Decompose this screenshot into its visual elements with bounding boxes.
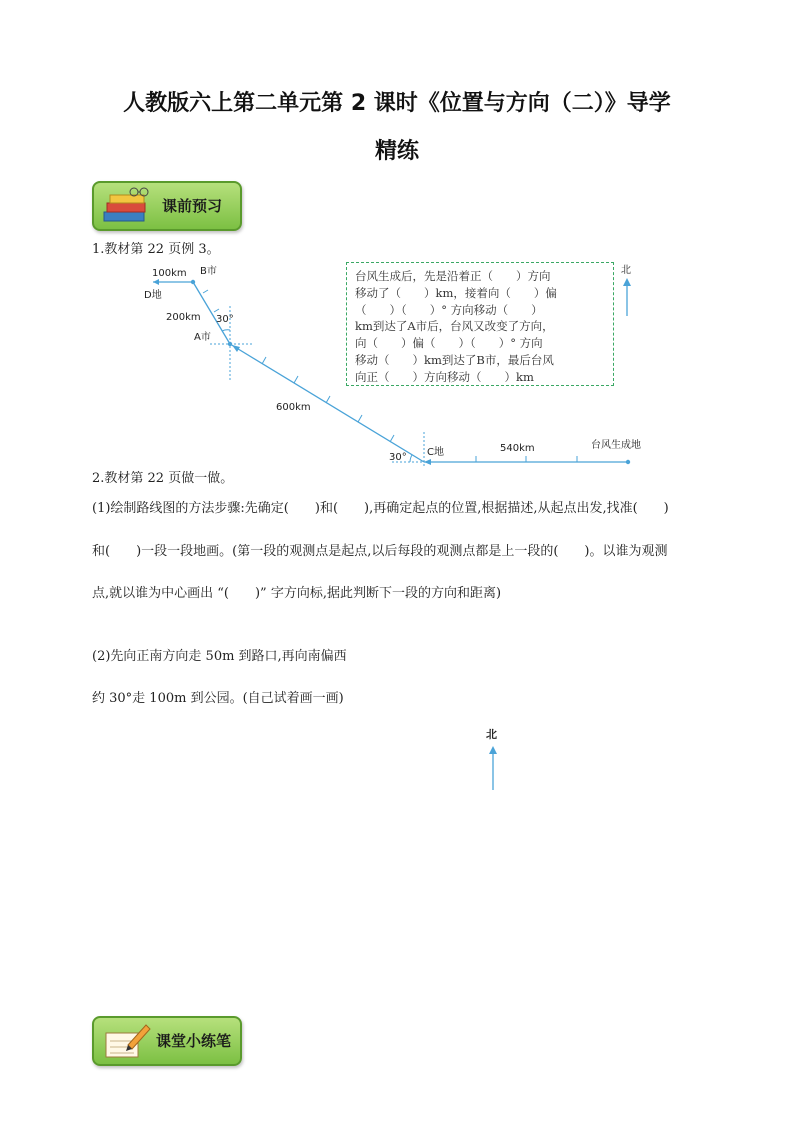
route-figure [0, 0, 794, 480]
angle-arc-a [222, 330, 230, 331]
label-north-2: 北 [486, 728, 497, 741]
arrow-to-c [424, 459, 431, 465]
q2-p2-line2: 约 30°走 100m 到公园。(自己试着画一画) [92, 691, 344, 706]
arrow-to-d [153, 279, 159, 285]
box-line: （ ）（ ）° 方向移动（ ） [355, 302, 543, 317]
label-d-place: D地 [144, 290, 162, 301]
fill-in-text [355, 268, 611, 386]
tick-ab [214, 309, 219, 312]
box-line: 移动了（ ）km，接着向（ ）偏 [355, 285, 557, 300]
preview-banner-label: 课前预习 [162, 197, 223, 215]
point-origin [626, 460, 630, 464]
box-line: 台风生成后，先是沿着正（ ）方向 [355, 269, 551, 283]
practice-banner-label: 课堂小练笔 [156, 1032, 232, 1050]
page-title-line2: 精练 [374, 139, 419, 164]
label-100km: 100km [152, 268, 187, 279]
arrow-to-a [232, 345, 240, 352]
label-typhoon-origin: 台风生成地 [591, 440, 641, 451]
q2-p1-line2: 和( )一段一段地画。(第一段的观测点是起点,以后每段的观测点都是上一段的( )。以谁为观测 [92, 544, 668, 559]
angle-arc-c [410, 455, 412, 462]
box-line: 向（ ）偏（ ）（ ）° 方向 [355, 336, 543, 351]
tick-ca [358, 415, 362, 422]
box-line: 移动（ ）km到达了B市，最后台风 [355, 352, 554, 367]
page-title: 人教版六上第二单元第 2 课时《位置与方向（二）》导学 [123, 91, 671, 116]
q1-text: 1.教材第 22 页例 3。 [92, 242, 220, 257]
label-200km: 200km [166, 312, 201, 323]
label-b-city: B市 [200, 266, 217, 277]
tick-ca [326, 396, 330, 403]
q2-p1-line1: (1)绘制路线图的方法步骤:先确定( )和( ),再确定起点的位置,根据描述,从起点出发,找准( ) [92, 501, 669, 516]
label-c-place: C地 [427, 447, 444, 458]
q2-p2-line1: (2)先向正南方向走 50m 到路口,再向南偏西 [92, 649, 347, 664]
box-line: km到达了A市后，台风又改变了方向， [355, 319, 554, 334]
label-a-city: A市 [194, 332, 211, 343]
north2-head [489, 746, 497, 754]
tick-ca [390, 435, 394, 442]
label-angle-a: 30° [216, 314, 234, 325]
label-north: 北 [621, 265, 631, 276]
label-600km: 600km [276, 402, 311, 413]
tick-ca [262, 357, 266, 364]
box-line: 向正（ ）方向移动（ ）km [355, 369, 534, 384]
q2-heading: 2.教材第 22 页做一做。 [92, 471, 234, 486]
tick-ca [294, 376, 298, 383]
q2-p1-line3: 点,就以谁为中心画出 “( )” 字方向标,据此判断下一段的方向和距离) [92, 586, 502, 601]
practice-banner [92, 1016, 242, 1066]
notebook-pencil-icon [98, 1021, 160, 1061]
tick-ab [203, 290, 208, 293]
north-arrow-head [623, 278, 631, 286]
label-angle-c: 30° [389, 452, 407, 463]
north-arrow-2 [0, 720, 794, 800]
label-540km: 540km [500, 443, 535, 454]
